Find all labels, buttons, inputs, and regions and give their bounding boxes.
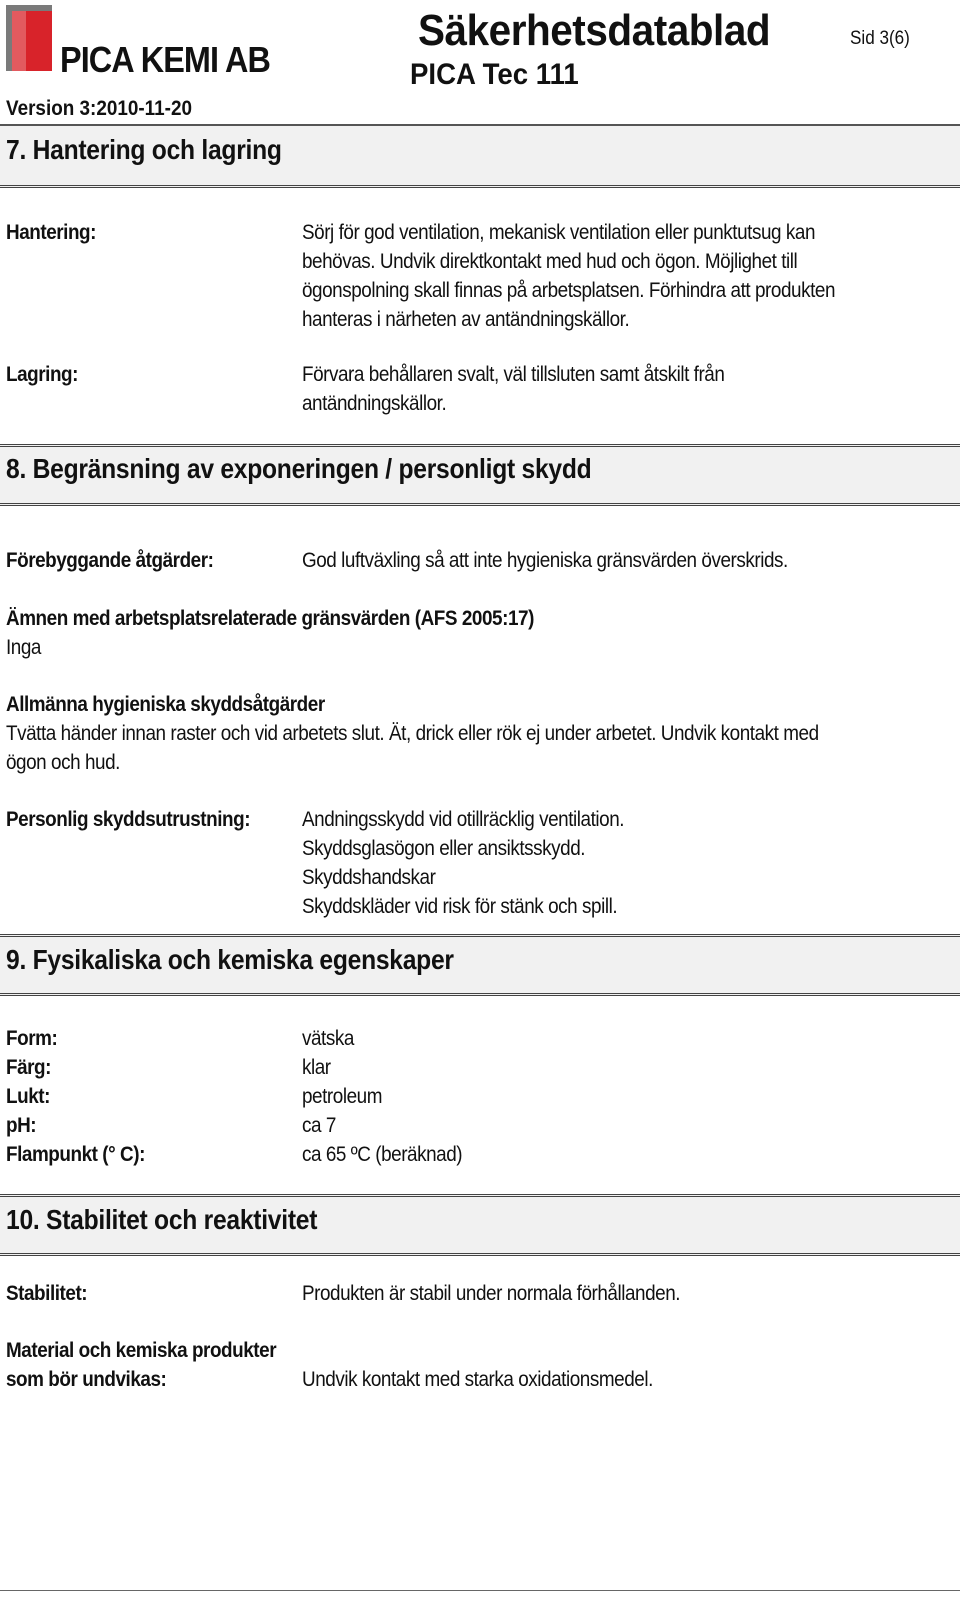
- property-label: Form:: [6, 1027, 58, 1050]
- avoid-label-line-2: som bör undvikas:: [6, 1368, 167, 1391]
- section-10-title: 10. Stabilitet och reaktivitet: [6, 1204, 318, 1235]
- section-7-title: 7. Hantering och lagring: [6, 134, 282, 165]
- ppe-item: Skyddskläder vid risk för stänk och spill.: [302, 895, 618, 918]
- company-logo: [6, 5, 286, 85]
- property-label: Lukt:: [6, 1085, 50, 1108]
- property-row: [0, 1024, 960, 1053]
- preventive-label: Förebyggande åtgärder:: [6, 549, 214, 572]
- ppe-item: Skyddshandskar: [302, 866, 436, 889]
- product-name: PICA Tec 111: [410, 58, 579, 91]
- preventive-value: God luftväxling så att inte hygieniska gränsvärden överskrids.: [302, 549, 788, 572]
- ppe-list: [302, 805, 660, 921]
- page-number: Sid 3(6): [850, 28, 910, 49]
- property-value: ca 65 ºC (beräknad): [302, 1143, 463, 1166]
- property-label: pH:: [6, 1114, 37, 1137]
- handling-label: Hantering:: [6, 221, 96, 244]
- property-value: vätska: [302, 1027, 354, 1050]
- hygiene-line: ögon och hud.: [6, 751, 120, 774]
- ppe-item: Andningsskydd vid otillräcklig ventilation.: [302, 808, 625, 831]
- avoid-label-line-1: Material och kemiska produkter: [6, 1339, 277, 1362]
- section-9-title: 9. Fysikaliska och kemiska egenskaper: [6, 944, 454, 975]
- section-8-title: 8. Begränsning av exponeringen / personligt skydd: [6, 453, 592, 484]
- handling-line: behövas. Undvik direktkontakt med hud och ögon. Möjlighet till: [302, 250, 798, 273]
- property-value: ca 7: [302, 1114, 336, 1137]
- limits-value: Inga: [6, 636, 41, 659]
- hygiene-text: [6, 719, 909, 777]
- storage-line: Förvara behållaren svalt, väl tillsluten samt åtskilt från: [302, 363, 725, 386]
- stability-label: Stabilitet:: [6, 1282, 88, 1305]
- property-row: [0, 1082, 960, 1111]
- footer-rule: [0, 1590, 960, 1591]
- handling-text: [302, 218, 894, 334]
- handling-line: hanteras i närheten av antändningskällor.: [302, 308, 630, 331]
- stability-value: Produkten är stabil under normala förhållanden.: [302, 1282, 681, 1305]
- property-value: klar: [302, 1056, 331, 1079]
- ppe-label: Personlig skyddsutrustning:: [6, 808, 251, 831]
- property-row: [0, 1140, 960, 1169]
- document-title: Säkerhetsdatablad: [418, 6, 771, 55]
- property-value: petroleum: [302, 1085, 383, 1108]
- ppe-item: Skyddsglasögon eller ansiktsskydd.: [302, 837, 586, 860]
- storage-text: [302, 360, 771, 418]
- property-row: [0, 1111, 960, 1140]
- limits-heading: Ämnen med arbetsplatsrelaterade gränsvärden (AFS 2005:17): [6, 607, 534, 630]
- company-logo-text: PICA KEMI AB: [60, 39, 271, 80]
- storage-line: antändningskällor.: [302, 392, 447, 415]
- hygiene-heading: Allmänna hygieniska skyddsåtgärder: [6, 693, 325, 716]
- avoid-value: Undvik kontakt med starka oxidationsmedel.: [302, 1368, 653, 1391]
- property-row: [0, 1053, 960, 1082]
- handling-line: Sörj för god ventilation, mekanisk ventilation eller punktutsug kan: [302, 221, 816, 244]
- hygiene-line: Tvätta händer innan raster och vid arbetets slut. Ät, drick eller rök ej under arbetet. Undvik kontakt med: [6, 722, 819, 745]
- property-label: Färg:: [6, 1056, 51, 1079]
- properties-table: [0, 1024, 960, 1169]
- handling-line: ögonspolning skall finnas på arbetsplatsen. Förhindra att produkten: [302, 279, 836, 302]
- logo-mark-icon: [6, 5, 58, 77]
- version-label: Version 3:2010-11-20: [6, 97, 192, 120]
- storage-label: Lagring:: [6, 363, 78, 386]
- property-label: Flampunkt (° C):: [6, 1143, 145, 1166]
